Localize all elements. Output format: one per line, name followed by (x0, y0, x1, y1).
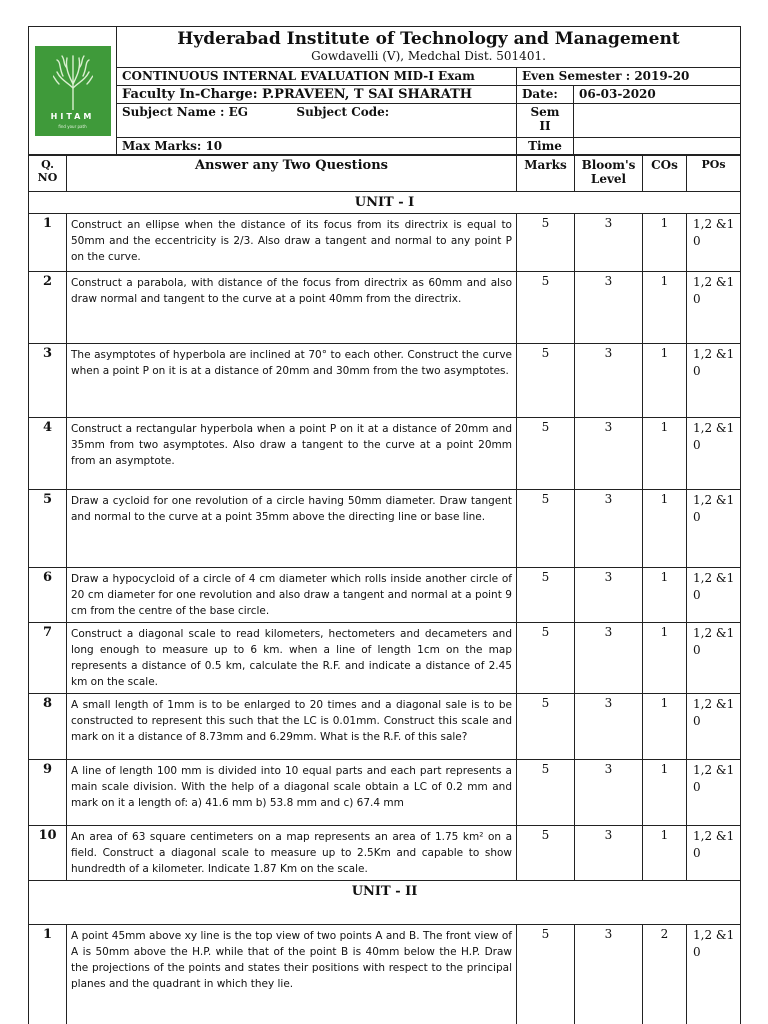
question-po: 1,2 &1 0 (687, 344, 741, 418)
question-text: An area of 63 square centimeters on a map represents an area of 1.75 km² on a field. Construct a diagonal scale to measure up to 2.5Km and capable to show hundredth of a kilometer. Indicate 1.87 Km on the scale. (67, 826, 517, 881)
question-bloom-level: 3 (575, 623, 643, 694)
question-row (29, 272, 741, 344)
question-table (28, 155, 741, 1024)
question-co: 1 (643, 272, 687, 344)
col-pos: POs (687, 156, 741, 192)
question-po: 1,2 &1 0 (687, 214, 741, 272)
question-po: 1,2 &1 0 (687, 925, 741, 1024)
unit-title: UNIT - I (29, 192, 741, 214)
question-co: 1 (643, 490, 687, 568)
question-row (29, 694, 741, 760)
question-marks: 5 (517, 418, 575, 490)
question-number: 1 (29, 214, 67, 272)
question-row (29, 623, 741, 694)
tree-icon (53, 54, 93, 110)
question-text: Construct a parabola, with distance of the focus from directrix as 60mm and also draw normal and tangent to the curve at a point 40mm from the directrix. (67, 272, 517, 344)
question-bloom-level: 3 (575, 272, 643, 344)
subject-code: Subject Code: (296, 105, 390, 119)
question-row (29, 344, 741, 418)
column-header-row (29, 156, 741, 192)
question-row (29, 418, 741, 490)
question-body (29, 192, 741, 1024)
col-qno: Q. NO (29, 156, 67, 192)
time-label: Time (517, 138, 574, 155)
question-po: 1,2 &1 0 (687, 826, 741, 881)
sem-blank (574, 104, 741, 138)
question-bloom-level: 3 (575, 344, 643, 418)
logo-wordmark: HITAM (50, 111, 95, 121)
question-row (29, 826, 741, 881)
question-marks: 5 (517, 826, 575, 881)
question-text: Draw a cycloid for one revolution of a circle having 50mm diameter. Draw tangent and normal to the curve at a point 35mm above the directing line or base line. (67, 490, 517, 568)
question-number: 2 (29, 272, 67, 344)
question-bloom-level: 3 (575, 568, 643, 623)
question-row (29, 490, 741, 568)
question-number: 7 (29, 623, 67, 694)
question-po: 1,2 &1 0 (687, 760, 741, 826)
question-co: 2 (643, 925, 687, 1024)
sem-cell (517, 104, 574, 138)
question-text: Construct a rectangular hyperbola when a point P on it at a distance of 20mm and 35mm from two asymptotes. Also draw a tangent to the curve at a point 20mm from an asymptote. (67, 418, 517, 490)
question-bloom-level: 3 (575, 418, 643, 490)
question-marks: 5 (517, 214, 575, 272)
question-po: 1,2 &1 0 (687, 418, 741, 490)
question-marks: 5 (517, 568, 575, 623)
col-cos: COs (643, 156, 687, 192)
institute-cell (117, 27, 741, 68)
question-number: 10 (29, 826, 67, 881)
question-text: The asymptotes of hyperbola are inclined at 70° to each other. Construct the curve when a point P on it is at a distance of 20mm and 30mm from the two asymptotes. (67, 344, 517, 418)
question-number: 4 (29, 418, 67, 490)
question-bloom-level: 3 (575, 694, 643, 760)
col-instruction: Answer any Two Questions (67, 156, 517, 192)
sem-label: Sem (530, 105, 560, 119)
question-po: 1,2 &1 0 (687, 694, 741, 760)
institute-name: Hyderabad Institute of Technology and Management (177, 29, 680, 49)
question-marks: 5 (517, 694, 575, 760)
question-marks: 5 (517, 925, 575, 1024)
logo-tagline: find your path (58, 123, 87, 129)
question-po: 1,2 &1 0 (687, 490, 741, 568)
question-text: Construct a diagonal scale to read kilometers, hectometers and decameters and long enough to measure up to 6 km. when a line of length 1cm on the map represents a distance of 0.5 km, calculate the R.F. and indicate a distance of 2.45 km on the scale. (67, 623, 517, 694)
question-co: 1 (643, 760, 687, 826)
question-co: 1 (643, 568, 687, 623)
date-label: Date: (517, 86, 574, 104)
question-co: 1 (643, 623, 687, 694)
question-number: 3 (29, 344, 67, 418)
question-number: 9 (29, 760, 67, 826)
question-number: 8 (29, 694, 67, 760)
question-marks: 5 (517, 490, 575, 568)
logo-cell (29, 27, 117, 155)
header-table (28, 26, 741, 155)
sem-value: II (539, 119, 551, 133)
question-text: Construct an ellipse when the distance of its focus from its directrix is equal to 50mm and the eccentricity is 2/3. Also draw a tangent and normal to any point P on the curve. (67, 214, 517, 272)
date-value: 06-03-2020 (574, 86, 741, 104)
semester: Even Semester : 2019-20 (517, 68, 741, 86)
unit-title: UNIT - II (29, 881, 741, 925)
hitam-logo (35, 46, 111, 136)
question-co: 1 (643, 826, 687, 881)
question-po: 1,2 &1 0 (687, 623, 741, 694)
col-blooms: Bloom's Level (575, 156, 643, 192)
question-bloom-level: 3 (575, 760, 643, 826)
subject-name: Subject Name : EG (122, 105, 249, 119)
question-text: A point 45mm above xy line is the top view of two points A and B. The front view of A is 50mm above the H.P. while that of the point B is 40mm below the H.P. Draw the projections of the points and states their positions with respect to the principal planes and the quadrant in which they lie. (67, 925, 517, 1024)
question-number: 1 (29, 925, 67, 1024)
max-marks: Max Marks: 10 (117, 138, 517, 155)
question-text: A small length of 1mm is to be enlarged to 20 times and a diagonal sale is to be constructed to represent this such that the LC is 0.01mm. Construct this scale and mark on it a distance of 8.73mm and 6.29mm. What is the R.F. of this sale? (67, 694, 517, 760)
institute-address: Gowdavelli (V), Medchal Dist. 501401. (311, 49, 546, 63)
question-bloom-level: 3 (575, 925, 643, 1024)
unit-header-row (29, 881, 741, 925)
question-marks: 5 (517, 623, 575, 694)
exam-title: CONTINUOUS INTERNAL EVALUATION MID-I Exam (117, 68, 517, 86)
question-bloom-level: 3 (575, 214, 643, 272)
question-number: 6 (29, 568, 67, 623)
question-number: 5 (29, 490, 67, 568)
question-bloom-level: 3 (575, 490, 643, 568)
question-text: Draw a hypocycloid of a circle of 4 cm diameter which rolls inside another circle of 20 cm diameter for one revolution and also draw a tangent and normal at a point 9 cm from the centre of the base circle. (67, 568, 517, 623)
question-co: 1 (643, 418, 687, 490)
question-co: 1 (643, 214, 687, 272)
question-row (29, 568, 741, 623)
question-po: 1,2 &1 0 (687, 272, 741, 344)
question-po: 1,2 &1 0 (687, 568, 741, 623)
question-co: 1 (643, 344, 687, 418)
question-bloom-level: 3 (575, 826, 643, 881)
question-marks: 5 (517, 272, 575, 344)
col-marks: Marks (517, 156, 575, 192)
subject-row (117, 104, 517, 138)
question-marks: 5 (517, 760, 575, 826)
question-co: 1 (643, 694, 687, 760)
faculty-in-charge: Faculty In-Charge: P.PRAVEEN, T SAI SHARATH (117, 86, 517, 104)
unit-header-row (29, 192, 741, 214)
question-row (29, 760, 741, 826)
question-row (29, 925, 741, 1024)
question-marks: 5 (517, 344, 575, 418)
question-row (29, 214, 741, 272)
question-text: A line of length 100 mm is divided into 10 equal parts and each part represents a main scale division. With the help of a diagonal scale obtain a LC of 0.2 mm and mark on it a length of: a) 41.6 mm b) 53.8 mm and c) 67.4 mm (67, 760, 517, 826)
time-blank (574, 138, 741, 155)
